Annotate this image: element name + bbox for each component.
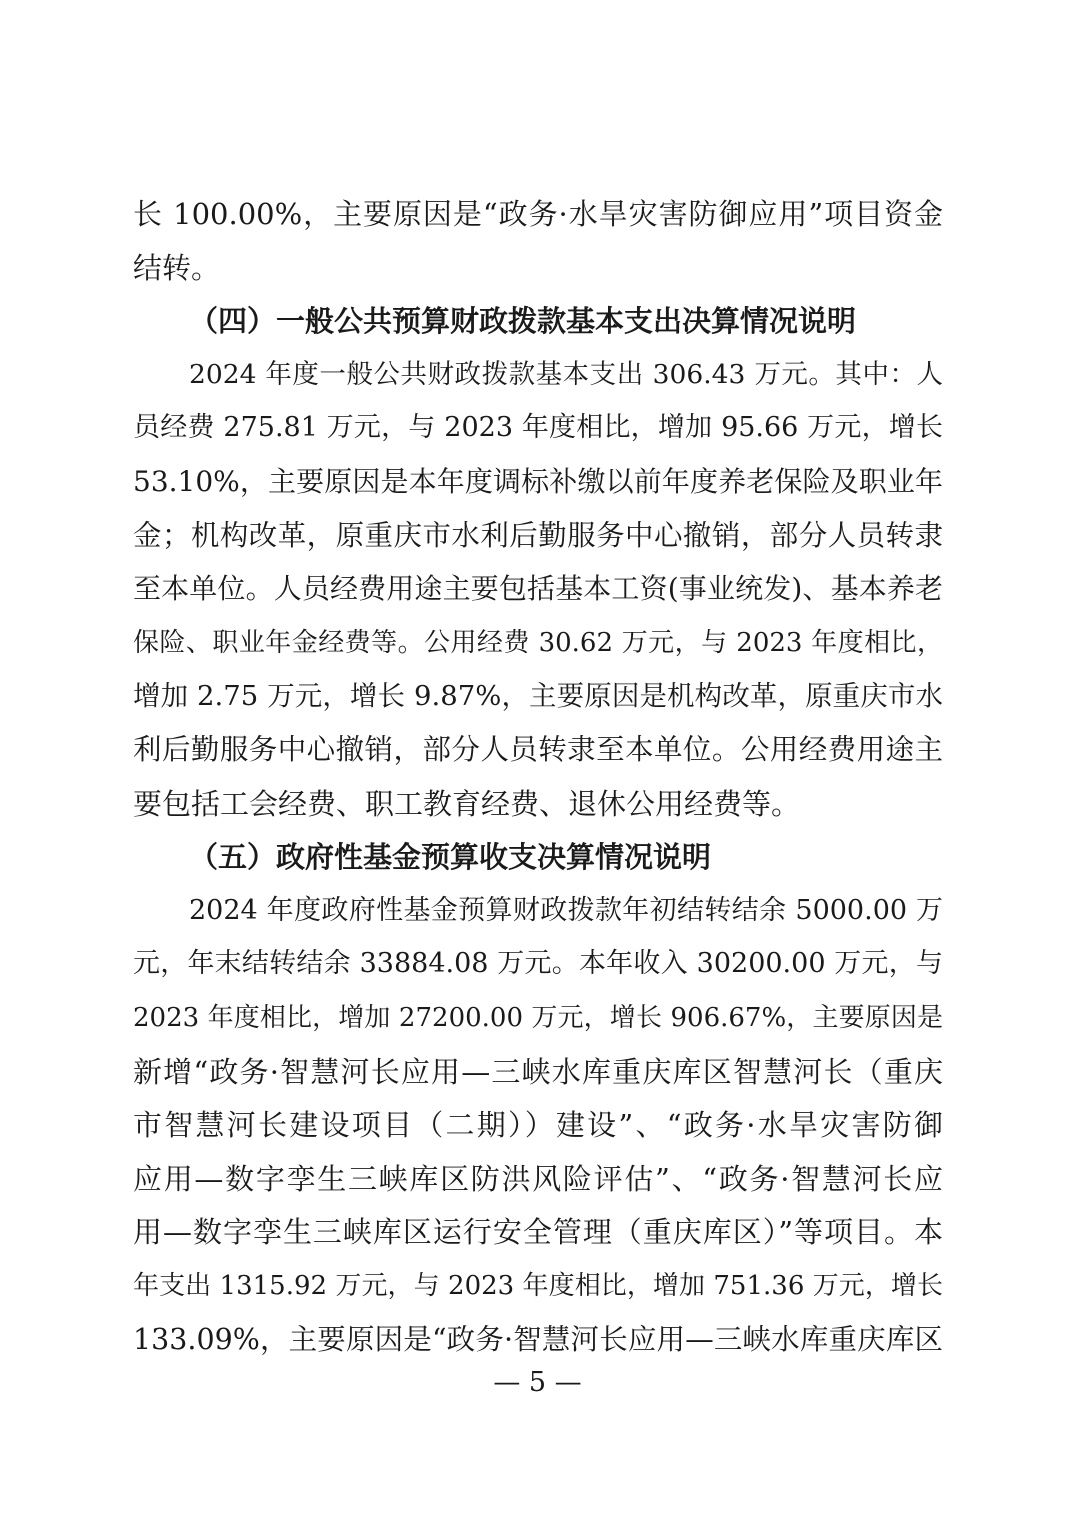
body-line: 金；机构改革，原重庆市水利后勤服务中心撤销，部分人员转隶: [133, 519, 943, 552]
body-line: 增加 2.75 万元，增长 9.87%，主要原因是机构改革，原重庆市水: [133, 680, 943, 712]
body-line: 保险、职业年金经费等。公用经费 30.62 万元，与 2023 年度相比，: [133, 628, 943, 658]
body-line: 年支出 1315.92 万元，与 2023 年度相比，增加 751.36 万元，增长: [133, 1271, 943, 1301]
section-heading-4: （四）一般公共预算财政拨款基本支出决算情况说明: [189, 304, 857, 338]
body-line: 2024 年度政府性基金预算财政拨款年初结转结余 5000.00 万: [189, 895, 943, 926]
body-line: 至本单位。人员经费用途主要包括基本工资(事业统发)、基本养老: [133, 572, 943, 605]
page-number: — 5 —: [493, 1367, 582, 1398]
body-line: 元，年末结转结余 33884.08 万元。本年收入 30200.00 万元，与: [133, 948, 943, 979]
body-line: 要包括工会经费、职工教育经费、退休公用经费等。: [133, 787, 801, 821]
body-line: 市智慧河长建设项目（二期））建设”、“政务·水旱灾害防御: [133, 1108, 943, 1142]
body-line: 长 100.00%，主要原因是“政务·水旱灾害防御应用”项目资金: [133, 197, 943, 231]
body-line: 应用—数字孪生三峡库区防洪风险评估”、“政务·智慧河长应: [133, 1162, 943, 1196]
body-line: 133.09%，主要原因是“政务·智慧河长应用—三峡水库重庆库区: [133, 1323, 943, 1356]
section-heading-5: （五）政府性基金预算收支决算情况说明: [189, 840, 712, 874]
body-line: 员经费 275.81 万元，与 2023 年度相比，增加 95.66 万元，增长: [133, 412, 943, 443]
body-line: 利后勤服务中心撤销，部分人员转隶至本单位。公用经费用途主: [133, 733, 943, 766]
body-line: 2023 年度相比，增加 27200.00 万元，增长 906.67%，主要原因是: [133, 1003, 943, 1033]
body-line: 结转。: [133, 251, 221, 285]
body-line: 53.10%，主要原因是本年度调标补缴以前年度养老保险及职业年: [133, 465, 943, 498]
body-line: 2024 年度一般公共财政拨款基本支出 306.43 万元。其中：人: [189, 359, 943, 390]
body-line: 用—数字孪生三峡库区运行安全管理（重庆库区）”等项目。本: [133, 1215, 943, 1249]
body-line: 新增“政务·智慧河长应用—三峡水库重庆库区智慧河长（重庆: [133, 1055, 943, 1089]
